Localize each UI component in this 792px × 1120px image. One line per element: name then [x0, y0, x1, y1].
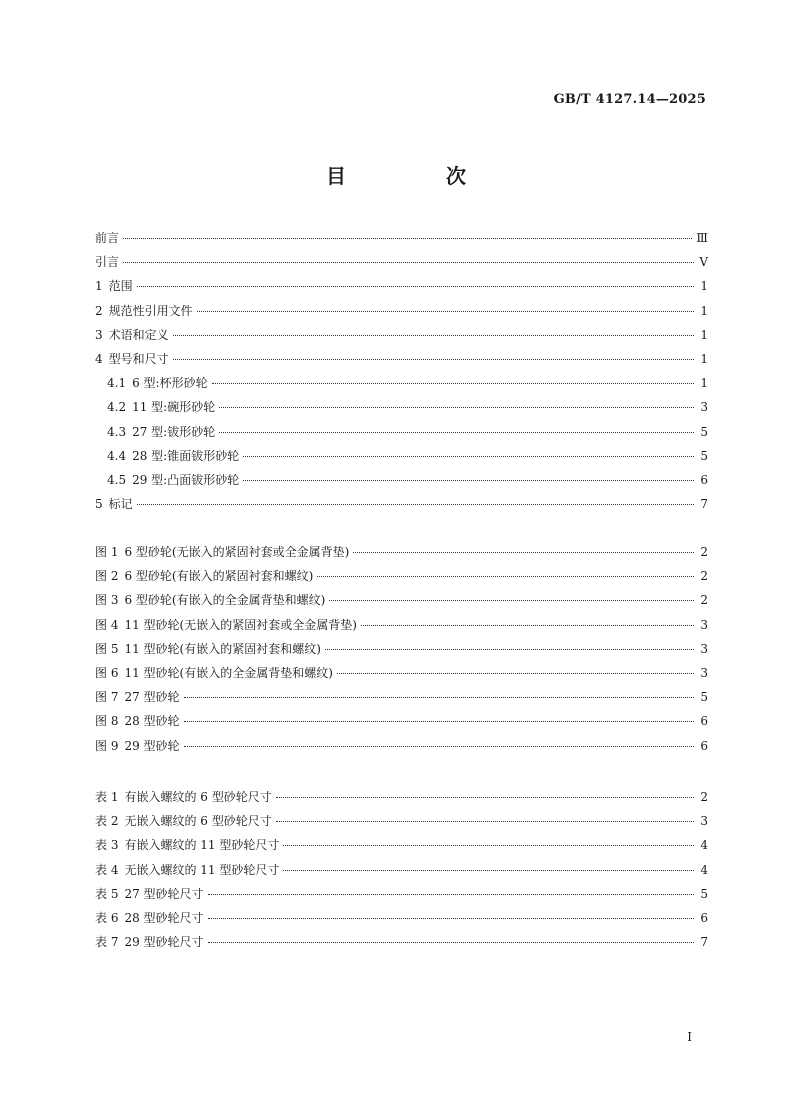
toc-entry-table[interactable] [95, 785, 708, 809]
toc-entry-figure[interactable] [95, 685, 708, 709]
toc-entry-label [95, 833, 279, 857]
toc-figures-list [95, 540, 708, 758]
toc-entry-text: 无嵌入螺纹的 6 型砂轮尺寸 [124, 814, 272, 829]
toc-tables-list [95, 785, 708, 954]
toc-entry-text: 标记 [108, 497, 133, 512]
toc-entry-label [95, 540, 349, 564]
toc-entry-page: 2 [700, 569, 708, 584]
toc-entry-label [95, 299, 193, 323]
toc-entry-label [95, 809, 272, 833]
toc-entry-label [95, 882, 204, 906]
toc-entry-label [95, 274, 133, 298]
toc-entry-text: 规范性引用文件 [108, 303, 193, 318]
toc-entry-label [95, 637, 321, 661]
toc-entry-table[interactable] [95, 858, 708, 882]
toc-entry-label [95, 347, 169, 371]
toc-entry-text: 27 型砂轮尺寸 [124, 886, 204, 901]
toc-entry-label [95, 930, 204, 954]
toc-entry-text: 有嵌入螺纹的 6 型砂轮尺寸 [124, 790, 272, 804]
dot-leader [276, 821, 694, 822]
toc-entry-page: 1 [700, 327, 708, 342]
toc-entry-page: 3 [700, 400, 708, 415]
toc-entry-text: 6 型砂轮(无嵌入的紧固衬套或全金属背垫) [124, 545, 350, 559]
toc-entry-text: 28 型砂轮 [124, 714, 180, 729]
toc-entry-page: 3 [700, 641, 708, 656]
dot-leader [243, 456, 694, 457]
toc-entry-number: 图 6 [95, 665, 119, 680]
toc-entry-section[interactable] [95, 299, 708, 323]
toc-entry-number: 图 2 [95, 569, 119, 584]
toc-entry-section[interactable] [95, 250, 708, 274]
toc-entry-table[interactable] [95, 906, 708, 930]
dot-leader [173, 359, 694, 360]
toc-entry-section[interactable] [95, 492, 708, 516]
toc-entry-page: 6 [700, 472, 708, 487]
standard-code: GB/T 4127.14—2025 [553, 92, 706, 107]
toc-entry-page: 1 [700, 303, 708, 318]
toc-entry-label [107, 468, 239, 492]
toc-entry-table[interactable] [95, 833, 708, 857]
toc-entry-text: 前言 [95, 231, 120, 245]
toc-entry-page: 4 [700, 862, 708, 877]
toc-entry-number: 2 [95, 303, 103, 318]
toc-entry-number: 图 5 [95, 641, 119, 656]
toc-entry-text: 范围 [108, 279, 133, 294]
toc-entry-number: 图 4 [95, 617, 119, 632]
dot-leader [208, 894, 694, 895]
toc-entry-number: 表 2 [95, 814, 119, 829]
page-title: 目 次 [326, 164, 506, 188]
toc-entry-table[interactable] [95, 930, 708, 954]
toc-entry-number: 4 [95, 351, 103, 366]
dot-leader [317, 576, 694, 577]
toc-entry-section[interactable] [95, 420, 708, 444]
toc-entry-page: 5 [700, 424, 708, 439]
dot-leader [283, 870, 694, 871]
dot-leader [212, 383, 694, 384]
dot-leader [276, 797, 694, 798]
toc-entry-table[interactable] [95, 809, 708, 833]
toc-entry-text: 28 型砂轮尺寸 [124, 910, 204, 925]
toc-entry-section[interactable] [95, 323, 708, 347]
toc-entry-label [95, 613, 357, 637]
toc-entry-page: 2 [700, 790, 708, 804]
toc-entry-page: 1 [700, 376, 708, 391]
toc-entry-number: 4.3 [107, 424, 127, 439]
toc-entry-section[interactable] [95, 468, 708, 492]
toc-entry-section[interactable] [95, 371, 708, 395]
toc-entry-page: 3 [700, 617, 708, 632]
toc-entry-number: 4.2 [107, 400, 127, 415]
toc-entry-text: 11 型砂轮(无嵌入的紧固衬套或全金属背垫) [124, 617, 357, 632]
toc-entry-text: 型号和尺寸 [108, 351, 169, 366]
toc-entry-label [95, 858, 279, 882]
toc-entry-text: 28 型:锥面钹形砂轮 [132, 448, 240, 463]
toc-entry-label [95, 734, 180, 758]
toc-entry-text: 术语和定义 [108, 327, 169, 342]
toc-entry-text: 11 型砂轮(有嵌入的全金属背垫和螺纹) [124, 665, 333, 680]
toc-entry-page: 7 [700, 935, 708, 950]
toc-entry-section[interactable] [95, 226, 708, 250]
toc-entry-number: 5 [95, 497, 103, 512]
dot-leader [137, 504, 694, 505]
toc-entry-page: 6 [700, 910, 708, 925]
dot-leader [208, 942, 694, 943]
toc-entry-page: 6 [700, 738, 708, 753]
toc-entry-label [95, 492, 133, 516]
dot-leader [325, 649, 694, 650]
dot-leader [283, 845, 694, 846]
toc-entry-text: 引言 [95, 255, 120, 270]
toc-entry-figure[interactable] [95, 661, 708, 685]
dot-leader [123, 238, 692, 239]
dot-leader [197, 311, 694, 312]
toc-main-list [95, 226, 708, 516]
toc-entry-label [95, 709, 180, 733]
toc-entry-section[interactable] [95, 347, 708, 371]
toc-entry-number: 图 8 [95, 714, 119, 729]
toc-entry-page: 2 [700, 593, 708, 608]
toc-entry-page: 1 [700, 351, 708, 366]
dot-leader [329, 600, 694, 601]
dot-leader [123, 262, 694, 263]
toc-entry-text: 29 型砂轮尺寸 [124, 935, 204, 950]
toc-entry-figure[interactable] [95, 588, 708, 612]
toc-entry-figure[interactable] [95, 709, 708, 733]
toc-entry-number: 表 7 [95, 935, 119, 950]
toc-entry-text: 6 型砂轮(有嵌入的全金属背垫和螺纹) [124, 593, 326, 608]
toc-entry-section[interactable] [95, 395, 708, 419]
toc-entry-text: 27 型砂轮 [124, 690, 180, 705]
toc-entry-number: 表 4 [95, 862, 119, 877]
toc-entry-page: 6 [700, 714, 708, 729]
toc-entry-page: 4 [700, 838, 708, 853]
dot-leader [184, 746, 694, 747]
toc-entry-text: 29 型:凸面钹形砂轮 [132, 472, 240, 487]
toc-entry-page: 1 [700, 279, 708, 294]
toc-entry-label [95, 323, 169, 347]
toc-entry-number: 表 5 [95, 886, 119, 901]
page-number: I [687, 1030, 692, 1044]
toc-entry-text: 有嵌入螺纹的 11 型砂轮尺寸 [124, 838, 280, 853]
dot-leader [219, 432, 694, 433]
dot-leader [184, 697, 694, 698]
toc-entry-number: 表 3 [95, 838, 119, 853]
toc-entry-number: 图 3 [95, 593, 119, 608]
dot-leader [219, 407, 694, 408]
toc-entry-number: 4.1 [107, 376, 127, 391]
toc-entry-number: 1 [95, 279, 103, 294]
dot-leader [137, 286, 694, 287]
toc-entry-label [107, 420, 215, 444]
toc-entry-number: 4.5 [107, 472, 127, 487]
toc-entry-text: 27 型:钹形砂轮 [132, 424, 216, 439]
toc-entry-number: 表 1 [95, 790, 119, 804]
toc-entry-label [95, 250, 119, 274]
dot-leader [208, 918, 694, 919]
toc-entry-table[interactable] [95, 882, 708, 906]
toc-entry-label [95, 785, 272, 809]
toc-entry-figure[interactable] [95, 540, 708, 564]
toc-entry-label [95, 588, 325, 612]
dot-leader [243, 480, 694, 481]
toc-entry-number: 图 7 [95, 690, 119, 705]
toc-entry-section[interactable] [95, 444, 708, 468]
toc-entry-number: 图 9 [95, 738, 119, 753]
dot-leader [173, 335, 694, 336]
toc-entry-page: 2 [700, 545, 708, 559]
dot-leader [353, 552, 694, 553]
dot-leader [337, 673, 694, 674]
toc-entry-label [107, 444, 239, 468]
toc-entry-figure[interactable] [95, 564, 708, 588]
toc-entry-label [95, 661, 333, 685]
toc-entry-page: 5 [700, 886, 708, 901]
toc-entry-page: 3 [700, 814, 708, 829]
toc-entry-number: 图 1 [95, 545, 119, 559]
toc-entry-page: 5 [700, 690, 708, 705]
toc-entry-page: 5 [700, 448, 708, 463]
toc-entry-page: 7 [700, 497, 708, 512]
toc-entry-page: Ⅴ [699, 255, 708, 270]
toc-entry-text: 29 型砂轮 [124, 738, 180, 753]
toc-entry-text: 无嵌入螺纹的 11 型砂轮尺寸 [124, 862, 280, 877]
toc-entry-figure[interactable] [95, 613, 708, 637]
toc-entry-text: 11 型砂轮(有嵌入的紧固衬套和螺纹) [124, 641, 321, 656]
toc-entry-figure[interactable] [95, 637, 708, 661]
toc-entry-label [95, 685, 180, 709]
toc-entry-label [95, 906, 204, 930]
toc-entry-label [107, 371, 208, 395]
toc-entry-label [107, 395, 215, 419]
toc-entry-label [95, 564, 313, 588]
toc-entry-page: 3 [700, 665, 708, 680]
toc-entry-page: Ⅲ [696, 231, 708, 245]
toc-entry-number: 4.4 [107, 448, 127, 463]
toc-entry-text: 6 型:杯形砂轮 [132, 376, 208, 391]
toc-entry-label [95, 226, 119, 250]
dot-leader [184, 721, 694, 722]
dot-leader [361, 625, 694, 626]
toc-entry-figure[interactable] [95, 734, 708, 758]
toc-entry-number: 3 [95, 327, 103, 342]
toc-entry-section[interactable] [95, 274, 708, 298]
toc-entry-number: 表 6 [95, 910, 119, 925]
toc-entry-text: 11 型:碗形砂轮 [132, 400, 216, 415]
toc-entry-text: 6 型砂轮(有嵌入的紧固衬套和螺纹) [124, 569, 314, 584]
